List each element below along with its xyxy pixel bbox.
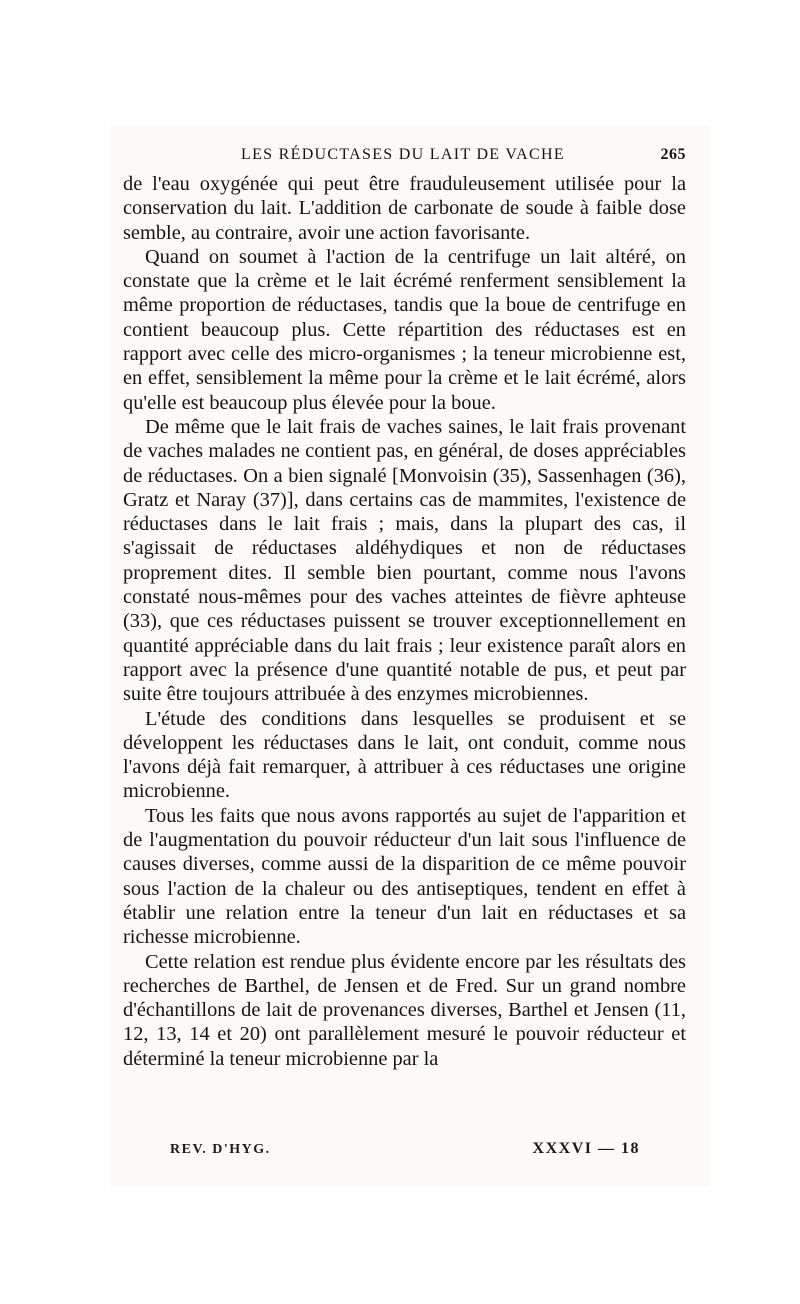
running-title: LES RÉDUCTASES DU LAIT DE VACHE (241, 146, 565, 163)
paragraph-relation: Tous les faits que nous avons rapportés au sujet de l'apparition et de l'augmentation du pouvoir réducteur d'un lait sous l'influence de causes diverses, comme aussi de la disparition de ce même pouvoir sous l'action de la chaleur ou des antiseptiques, tendent en effet à établir une relation entre la teneur d'un lait en réductases et sa richesse microbienne. (123, 804, 686, 949)
paragraph-continuation: de l'eau oxygénée qui peut être frauduleusement utilisée pour la conservation du lait. L'addition de carbonate de soude à faible dose semble, au contraire, avoir une action favorisante. (123, 173, 686, 244)
running-header (123, 140, 686, 172)
paragraph-sick-cows: De même que le lait frais de vaches saines, le lait frais provenant de vaches malades ne contient pas, en général, de doses appréciables de réductases. On a bien signalé [Monvoisin (35), Sassenhagen (36), Gratz et Naray (37)], dans certains cas de mammites, l'existence de réductases dans le lait frais ; mais, dans la plupart des cas, il s'agissait de réductases aldéhydiques et non de réductases proprement dites. Il semble bien pourtant, comme nous l'avons constaté nous-mêmes pour des vaches atteintes de fièvre aphteuse (33), que ces réductases puissent se trouver exceptionnellement en quantité appréciable dans du lait frais ; leur existence paraît alors en rapport avec la présence d'une quantité notable de pus, et peut par suite être toujours attribuée à des enzymes microbiennes. (123, 415, 686, 706)
paragraph-microbial-origin: L'étude des conditions dans lesquelles se produisent et se développent les réductases dans le lait, ont conduit, comme nous l'avons déjà fait remarquer, à attribuer à ces réductases une origine microbienne. (123, 707, 686, 803)
page-footer (170, 1142, 640, 1166)
journal-signature: REV. D'HYG. (170, 1142, 271, 1157)
paragraph-research: Cette relation est rendue plus évidente encore par les résultats des recherches de Barthel, de Jensen et de Fred. Sur un grand nombre d'échantillons de lait de provenances diverses, Barthel et Jensen (11, 12, 13, 14 et 20) ont parallèlement mesuré le pouvoir réducteur et déterminé la teneur microbienne par la (123, 950, 686, 1070)
volume-signature: XXXVI — 18 (532, 1140, 640, 1157)
page-number: 265 (660, 146, 686, 163)
paragraph-centrifuge: Quand on soumet à l'action de la centrifuge un lait altéré, on constate que la crème et le lait écrémé renferment sensiblement la même proportion de réductases, tandis que la boue de centrifuge en contient beaucoup plus. Cette répartition des réductases est en rapport avec celle des micro-organismes ; la teneur microbienne est, en effet, sensiblement la même pour la crème et le lait écrémé, alors qu'elle est beaucoup plus élevée pour la boue. (123, 245, 686, 414)
text-block (123, 140, 686, 1071)
